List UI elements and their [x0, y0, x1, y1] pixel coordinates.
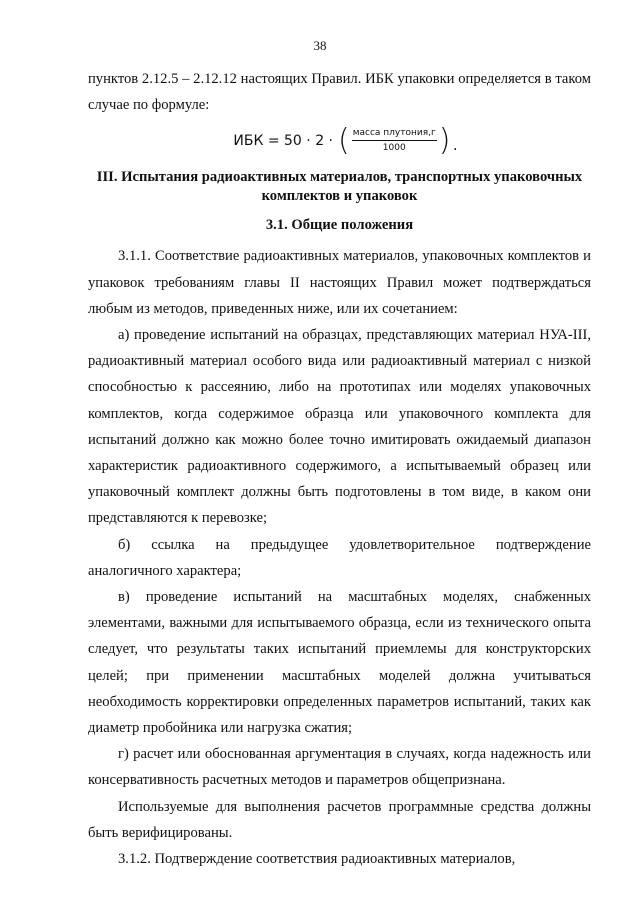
formula-denominator: 1000	[382, 143, 406, 154]
paragraph-3-1-2: 3.1.2. Подтверждение соответствия радиоактивных материалов,	[118, 851, 516, 868]
section-title: III. Испытания радиоактивных материалов, транспортных упаковочных комплектов и упаковок	[96, 169, 583, 205]
paragraph-item-v: в) проведение испытаний на масштабных моделях, снабженных элементами, важными для испытываемого образца, если из технического опыта следует, что результаты таких испытаний приемлемы для конструкторских целей; при применении масштабных моделей должна учитываться необходимость корректировки определенных параметров испытаний, таких как диаметр пробойника или нагрузка сжатия;	[88, 589, 591, 737]
subsection-title: 3.1. Общие положения	[265, 217, 414, 234]
paragraph-software-note: Используемые для выполнения расчетов программные средства должны быть верифицированы.	[88, 798, 591, 841]
page-number: 38	[313, 38, 327, 53]
formula-lhs: ИБК = 50 · 2 ·	[233, 133, 333, 150]
ibk-formula	[88, 124, 461, 158]
formula-open-paren: (	[338, 123, 350, 159]
paragraph-item-g: г) расчет или обоснованная аргументация в случаях, когда надежность или консервативность расчетных методов и параметров общепризнана.	[88, 746, 591, 789]
formula-close-paren: ).	[438, 123, 460, 159]
formula-fraction	[352, 128, 437, 154]
paragraph-3-1-1: 3.1.1. Соответствие радиоактивных материалов, упаковочных комплектов и упаковок требованиям главы II настоящих Правил может подтверждаться любым из методов, приведенных ниже, или их сочетанием:	[88, 248, 591, 317]
paragraph-item-a: а) проведение испытаний на образцах, представляющих материал НУА-III, радиоактивный материал особого вида или радиоактивный материал с низкой способностью к рассеянию, либо на прототипах или моделях упаковочных комплектов, когда содержимое образца или упаковочного комплекта для испытаний должно как можно более точно имитировать ожидаемый диапазон характеристик радиоактивного содержимого, а испытываемый образец или упаковочный комплект должны быть подготовлены в том виде, в каком они представляются к перевозке;	[88, 327, 591, 527]
formula-numerator: масса плутония,г	[352, 128, 437, 141]
page-content	[88, 66, 591, 872]
paragraph-item-b: б) ссылка на предыдущее удовлетворительное подтверждение аналогичного характера;	[88, 536, 591, 579]
intro-paragraph: пунктов 2.12.5 – 2.12.12 настоящих Правил. ИБК упаковки определяется в таком случае по формуле:	[88, 71, 591, 114]
